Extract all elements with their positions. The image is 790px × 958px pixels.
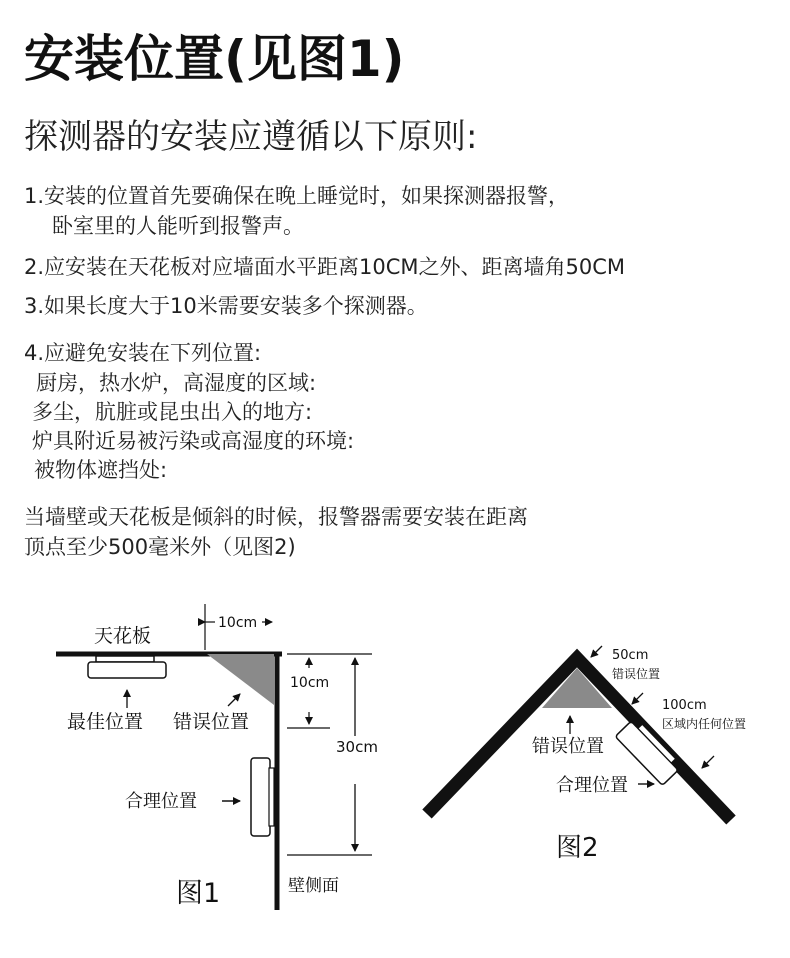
page-title: 安装位置(见图1) [24, 30, 405, 88]
arrow-100cm [632, 693, 643, 704]
figure-2 [427, 646, 746, 863]
wrong-position-label-2: 错误位置 [532, 736, 604, 757]
arrow-zone-end [702, 756, 714, 768]
page-subtitle: 探测器的安装应遵循以下原则: [24, 117, 478, 157]
rule-2: 2.应安装在天花板对应墙面水平距离10CM之外、距离墙角50CM [24, 255, 626, 279]
arrow-wrong [228, 694, 240, 706]
rule-1-line-2: 卧室里的人能听到报警声。 [52, 214, 304, 238]
proper-position-label-2: 合理位置 [556, 775, 628, 796]
any-position-label: 区域内任何位置 [662, 717, 747, 731]
rule-4-item-dust: 多尘，肮脏或昆虫出入的地方: [32, 400, 313, 424]
installation-diagrams [0, 590, 790, 958]
rule-1-line-1: 1.安装的位置首先要确保在晚上睡觉时，如果探测器报警， [24, 184, 570, 208]
figure-1-caption: 图1 [176, 878, 221, 909]
detector-wall-base [269, 768, 274, 826]
rule-4-item-blocked: 被物体遮挡处: [34, 458, 168, 482]
rule-3: 3.如果长度大于10米需要安装多个探测器。 [24, 294, 428, 318]
slope-line-2: 顶点至少500毫米外（见图2) [24, 535, 296, 559]
best-position-label: 最佳位置 [67, 711, 144, 733]
distance-label: 30cm [336, 738, 378, 756]
d50-label: 50cm [612, 648, 649, 663]
figure-1 [56, 604, 378, 910]
rule-4-title: 4.应避免安装在下列位置: [24, 341, 262, 365]
rule-4-item-stove: 炉具附近易被污染或高湿度的环境: [32, 429, 355, 453]
detector-ceiling [88, 662, 166, 678]
slope-line-1: 当墙壁或天花板是倾斜的时候，报警器需要安装在距离 [24, 505, 528, 529]
ceiling-label: 天花板 [94, 625, 152, 647]
gap-top-label: 10cm [290, 675, 330, 691]
wrong-position-label: 错误位置 [173, 711, 250, 733]
arrow-50cm [591, 646, 602, 657]
rule-4-item-kitchen: 厨房，热水炉，高湿度的区域: [36, 371, 317, 395]
gap-side-label: 10cm [218, 615, 258, 631]
d100-label: 100cm [662, 698, 707, 713]
detector-wall [251, 758, 270, 836]
wrong-zone-shade [207, 654, 274, 705]
wall-label: 壁侧面 [288, 876, 339, 896]
proper-position-label: 合理位置 [125, 791, 197, 812]
figure-2-caption: 图2 [556, 833, 599, 863]
wrong-small-label: 错误位置 [612, 667, 661, 681]
detector-base [96, 656, 154, 662]
